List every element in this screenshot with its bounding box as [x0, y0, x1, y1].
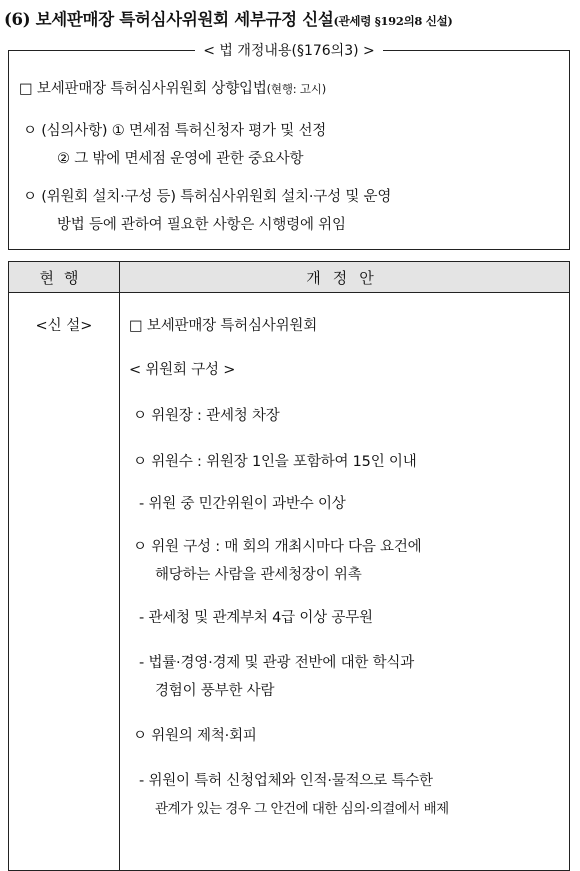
box-line-4: 방법 등에 관하여 필요한 사항은 시행령에 위임 — [57, 217, 346, 233]
box-legend-text: < 법 개정내용(§176의3) > — [195, 43, 383, 59]
proposed-line: ㅇ 위원 구성 : 매 회의 개최시마다 다음 요건에 — [133, 539, 422, 555]
proposed-line: 관계가 있는 경우 그 안건에 대한 심의·의결에서 배제 — [155, 801, 449, 817]
proposed-line: ㅇ 위원수 : 위원장 1인을 포함하여 15인 이내 — [133, 454, 417, 470]
proposed-line: 해당하는 사람을 관세청장이 위촉 — [155, 567, 362, 583]
proposed-line: ㅇ 위원의 제척·회피 — [133, 728, 257, 744]
table-header-row — [9, 262, 569, 293]
box-line-2: ② 그 밖에 면세점 운영에 관한 중요사항 — [57, 151, 304, 167]
title-main: (6) 보세판매장 특허심사위원회 세부규정 신설 — [4, 10, 334, 29]
proposed-line: - 위원이 특허 신청업체와 인적·물적으로 특수한 — [139, 773, 433, 789]
amendment-summary-box — [8, 43, 570, 250]
proposed-line: - 위원 중 민간위원이 과반수 이상 — [139, 496, 346, 512]
box-line-3: ㅇ (위원회 설치·구성 등) 특허심사위원회 설치·구성 및 운영 — [23, 189, 392, 205]
proposed-line: - 법률·경영·경제 및 관광 전반에 대한 학식과 — [139, 655, 415, 671]
box-heading-note: (현행: 고시) — [266, 82, 326, 96]
box-line-1: ㅇ (심의사항) ① 면세점 특허신청자 평가 및 선정 — [23, 123, 327, 139]
box-legend — [9, 40, 569, 60]
header-proposed: 개정안 — [306, 269, 386, 287]
proposed-line: < 위원회 구성 > — [129, 362, 236, 378]
proposed-line: □ 보세판매장 특허심사위원회 — [129, 318, 318, 334]
box-heading-text: □ 보세판매장 특허심사위원회 상향입법 — [19, 81, 267, 97]
proposed-line: 경험이 풍부한 사람 — [155, 683, 275, 699]
comparison-table — [8, 261, 570, 871]
header-current: 현행 — [39, 269, 89, 287]
proposed-line: ㅇ 위원장 : 관세청 차장 — [133, 408, 280, 424]
box-heading — [19, 77, 326, 98]
column-divider — [119, 262, 120, 870]
title-note: (관세령 §192의8 신설) — [333, 14, 453, 28]
current-value: <신 설> — [35, 318, 93, 334]
page-title — [4, 6, 453, 30]
proposed-line: - 관세청 및 관계부처 4급 이상 공무원 — [139, 610, 373, 626]
